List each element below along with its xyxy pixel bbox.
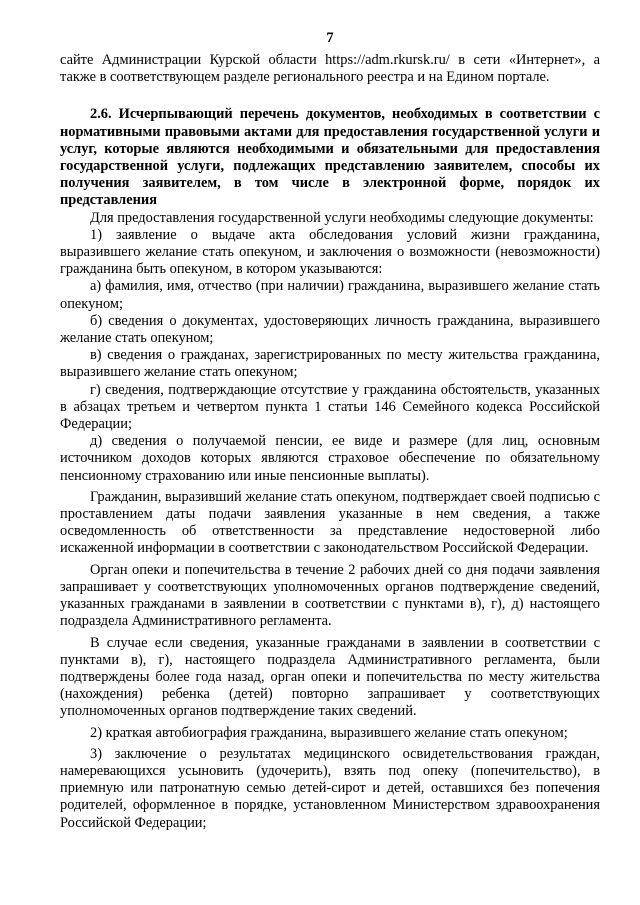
list-item-2: 2) краткая автобиография гражданина, выразившего желание стать опекуном;	[90, 724, 568, 741]
paragraph-signature-confirmation: Гражданин, выразивший желание стать опекуном, подтверждает своей подписью с проставлением даты подачи заявления указанные в нем сведения, а также осведомленность об ответственности за представление недостоверной либо искаженной информации в соответствии с законодательством Российской Федерации.	[60, 488, 600, 557]
paragraph-repeat-request: В случае если сведения, указанные гражданами в заявлении в соответствии с пунктами в), г), настоящего подраздела Административного регламента, были подтверждены более года назад, орган опеки и попечительства по месту жительства (нахождения) ребенка (детей) повторно запрашивает у соответствующих уполномоченных органов подтверждение таких сведений.	[60, 634, 600, 720]
page-number: 7	[326, 30, 334, 46]
list-item-v: в) сведения о гражданах, зарегистрированных по месту жительства гражданина, выразившего желание стать опекуном;	[60, 347, 600, 381]
section-heading-2-6: 2.6. Исчерпывающий перечень документов, необходимых в соответствии с нормативными правовыми актами для предоставления государственной услуги и услуг, которые являются необходимыми и обязательными для предоставления государственной услуги, подлежащих представлению заявителем, способы их получения заявителем, в том числе в электронной форме, порядок их представления	[60, 106, 600, 209]
paragraph-documents-required: Для предоставления государственной услуги необходимы следующие документы:	[90, 209, 594, 226]
list-item-d: д) сведения о получаемой пенсии, ее виде и размере (для лиц, основным источником доходов которых являются страховое обеспечение по обязательному пенсионному страхованию или иные пенсионные выплаты).	[60, 433, 600, 484]
paragraph-intro-continuation: сайте Администрации Курской области https://adm.rkursk.ru/ в сети «Интернет», а также в соответствующем разделе регионального реестра и на Едином портале.	[60, 52, 600, 86]
list-item-a: а) фамилия, имя, отчество (при наличии) гражданина, выразившего желание стать опекуном;	[60, 278, 600, 312]
list-item-b: б) сведения о документах, удостоверяющих личность гражданина, выразившего желание стать опекуном;	[60, 312, 600, 347]
list-item-3: 3) заключение о результатах медицинского освидетельствования граждан, намеревающихся усыновить (удочерить), взять под опеку (попечительство), в приемную или патронатную семью детей-сирот и детей, оставшихся без попечения родителей, оформленное в порядке, установленном Министерством здравоохранения Российской Федерации;	[60, 745, 600, 831]
paragraph-guardianship-request: Орган опеки и попечительства в течение 2 рабочих дней со дня подачи заявления запрашивает у соответствующих уполномоченных органов подтверждение сведений, указанных гражданами в заявлении в соответствии с пунктами в), г), д) настоящего подраздела Административного регламента.	[60, 561, 600, 630]
list-item-g: г) сведения, подтверждающие отсутствие у гражданина обстоятельств, указанных в абзацах третьем и четвертом пункта 1 статьи 146 Семейного кодекса Российской Федерации;	[60, 381, 600, 433]
list-item-1: 1) заявление о выдаче акта обследования условий жизни гражданина, выразившего желание стать опекуном, и заключения о возможности (невозможности) гражданина быть опекуном, в котором указываются:	[60, 226, 600, 278]
